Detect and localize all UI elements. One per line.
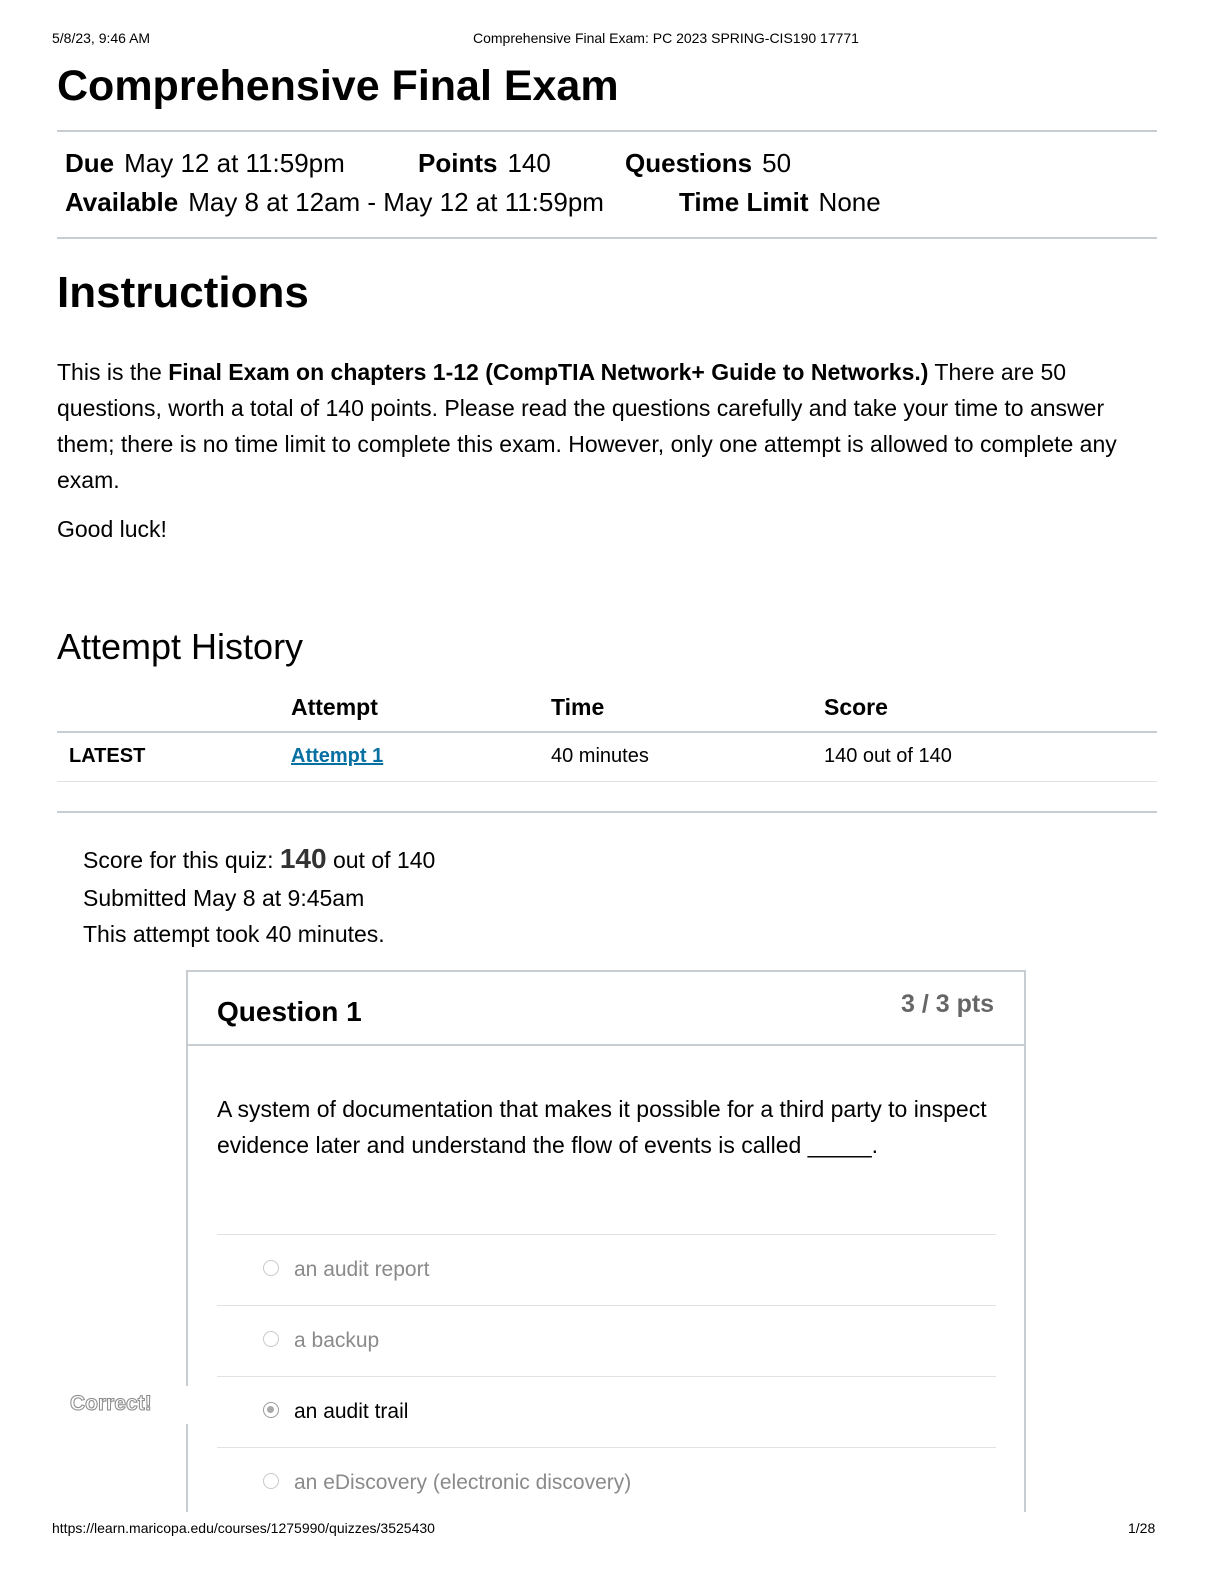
points-label: Points — [418, 148, 498, 178]
available-info — [65, 187, 604, 218]
question-text: A system of documentation that makes it possible for a third party to inspect evidence later and understand the flow of events is called _____. — [217, 1096, 987, 1158]
attempt-score: 140 out of 140 — [824, 745, 952, 767]
time-limit-value: None — [818, 187, 881, 217]
answer-text: an audit trail — [294, 1400, 409, 1423]
score-prefix: Score for this quiz: — [83, 847, 280, 873]
questions-value: 50 — [762, 148, 792, 178]
radio-selected-icon[interactable] — [263, 1402, 279, 1418]
attempt-duration: This attempt took 40 minutes. — [83, 921, 385, 947]
answer-text: an eDiscovery (electronic discovery) — [294, 1471, 632, 1494]
answer-option[interactable] — [217, 1306, 996, 1376]
radio-icon[interactable] — [263, 1473, 279, 1489]
score-line — [83, 843, 435, 875]
print-datetime: 5/8/23, 9:46 AM — [52, 30, 151, 46]
divider — [57, 811, 1157, 813]
divider — [57, 237, 1157, 239]
answer-text: an audit report — [294, 1258, 430, 1281]
due-info — [65, 148, 345, 179]
answer-option[interactable] — [217, 1448, 996, 1512]
score-suffix: out of 140 — [326, 847, 436, 873]
column-header-time: Time — [551, 694, 605, 720]
attempt-status: LATEST — [69, 745, 146, 767]
attempt-time: 40 minutes — [551, 745, 649, 767]
questions-info — [625, 148, 791, 179]
due-value: May 12 at 11:59pm — [124, 148, 345, 178]
divider — [57, 130, 1157, 132]
instructions-text — [57, 354, 1167, 498]
question-title: Question 1 — [217, 996, 362, 1027]
submitted-time: Submitted May 8 at 9:45am — [83, 885, 365, 911]
time-limit-label: Time Limit — [679, 187, 809, 217]
instructions-bold: Final Exam on chapters 1-12 (CompTIA Network+ Guide to Networks.) — [168, 359, 929, 385]
radio-icon[interactable] — [263, 1331, 279, 1347]
points-value: 140 — [507, 148, 551, 178]
score-value: 140 — [279, 843, 327, 874]
points-info — [418, 148, 551, 179]
instructions-closing: Good luck! — [57, 516, 167, 542]
instructions-rest: There are 50 questions, worth a total of 140 points. Please read the questions carefully and take your time to answer them; there is no time limit to complete this exam. However, only one attempt is allowed to complete any exam. — [57, 359, 1117, 493]
answer-option[interactable] — [217, 1235, 996, 1305]
print-page-number: 1/28 — [1128, 1520, 1156, 1536]
table-row-divider — [57, 781, 1157, 782]
page-title: Comprehensive Final Exam — [57, 62, 619, 110]
column-header-score: Score — [824, 694, 888, 720]
answer-option-selected[interactable] — [217, 1377, 996, 1447]
correct-marker-gap — [180, 1386, 194, 1424]
due-label: Due — [65, 148, 115, 178]
available-value: May 8 at 12am - May 12 at 11:59pm — [188, 187, 604, 217]
print-page-title: Comprehensive Final Exam: PC 2023 SPRING-CIS190 17771 — [473, 30, 859, 46]
answer-text: a backup — [294, 1329, 380, 1352]
question-points: 3 / 3 pts — [901, 990, 995, 1018]
column-header-attempt: Attempt — [291, 694, 378, 720]
correct-label: Correct! — [70, 1392, 152, 1415]
table-header-divider — [57, 731, 1157, 733]
available-label: Available — [65, 187, 179, 217]
time-limit-info — [679, 187, 881, 218]
instructions-heading: Instructions — [57, 268, 309, 317]
radio-icon[interactable] — [263, 1260, 279, 1276]
attempt-history-heading: Attempt History — [57, 626, 304, 667]
instructions-intro: This is the — [57, 359, 169, 385]
attempt-link[interactable]: Attempt 1 — [291, 745, 384, 767]
questions-label: Questions — [625, 148, 753, 178]
print-url: https://learn.maricopa.edu/courses/1275990/quizzes/3525430 — [52, 1520, 435, 1536]
